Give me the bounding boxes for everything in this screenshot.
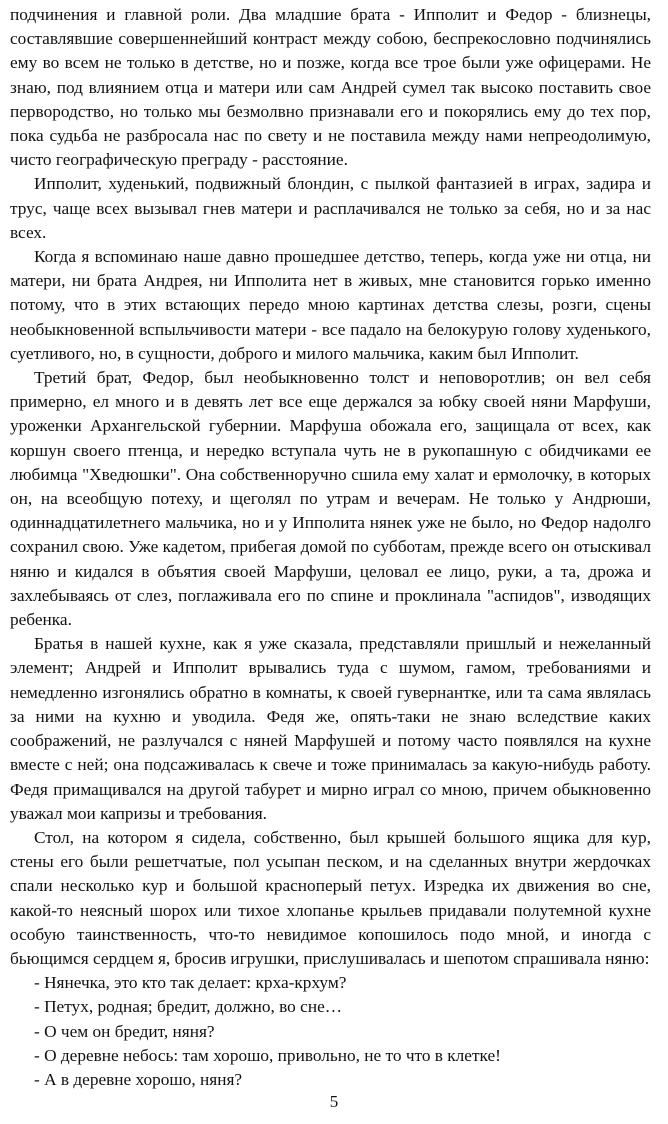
dialogue-line: - О деревне небось: там хорошо, привольно, не то что в клетке! [34, 1045, 501, 1065]
dialogue-line: - Петух, родная; бредит, должно, во сне… [34, 997, 343, 1017]
dialogue-line: - А в деревне хорошо, няня? [34, 1069, 243, 1089]
paragraph: подчинения и главной роли. Два младшие брата - Ипполит и Федор - близнецы, составлявшие совершеннейший контраст между собою, беспрекословно подчинялись ему во всем не только в детстве, но и позже, когда все трое были уже офицерами. Не знаю, под влиянием отца и матери или сам Андрей сумел так высоко поставить свое первородство, но только мы безмолвно признавали его и покорялись ему до тех пор, пока судьба не разбросала нас по свету и не поставила между нами непреодолимую, чисто географическую преграду - расстояние. [10, 5, 651, 170]
paragraph: Стол, на котором я сидела, собственно, был крышей большого ящика для кур, стены его были решетчатые, пол усыпан песком, и на сделанных внутри жердочках спали несколько кур и большой красноперый петух. Изредка их движения во сне, какой-то неясный шорох или тихое хлопанье крыльев придавали полутемной кухне особую таинственность, что-то невидимое копошилось подо мной, и иногда с бьющимся сердцем я, бросив игрушки, прислушивалась и шепотом спрашивала няню: [10, 827, 651, 968]
paragraph: Братья в нашей кухне, как я уже сказала, представляли пришлый и нежеланный элемент; Андрей и Ипполит врывались туда с шумом, гамом, требованиями и немедленно изгонялись обратно в комнаты, к своей гувернантке, или та сама являлась за ними на кухню и уводила. Федя же, опять-таки не знаю вследствие каких соображений, не разлучался с няней Марфушей и потому часто появлялся на кухне вместе с ней; она подсаживалась к свече и тоже принималась за какую-нибудь работу. Федя примащивался на другой табурет и мирно играл со мною, причем обыкновенно уважал мои капризы и требования. [10, 634, 651, 823]
dialogue-line: - Нянечка, это кто так делает: крха-крхум? [34, 973, 347, 993]
page-body-text [10, 3, 651, 1092]
paragraph: Третий брат, Федор, был необыкновенно толст и неповоротлив; он вел себя примерно, ел много и в девять лет все еще держался за юбку своей няни Марфуши, уроженки Архангельской губернии. Марфуша обожала его, защищала от всех, как коршун своего птенца, и нередко вступала чуть не в рукопашную с обидчиками ее любимца "Хведюшки". Она собственноручно сшила ему халат и ермолочку, в которых он, на всеобщую потеху, и щеголял по утрам и вечерам. Не только у Андрюши, одиннадцатилетнего мальчика, но и у Ипполита нянек уже не было, но Федор надолго сохранил свою. Уже кадетом, прибегая домой по субботам, прежде всего он отыскивал няню и кидался в объятия своей Марфуши, целовал ее лицо, руки, а та, дрожа и захлебываясь от слез, поглаживала его по спине и проклинала "аспидов", изводящих ребенка. [10, 368, 651, 630]
dialogue-line: - О чем он бредит, няня? [34, 1021, 215, 1041]
page-number: 5 [329, 1092, 339, 1111]
paragraph: Когда я вспоминаю наше давно прошедшее детство, теперь, когда уже ни отца, ни матери, ни брата Андрея, ни Ипполита нет в живых, мне становится горько именно потому, что в этих встающих передо мною картинах детства слезы, розги, сцены необыкновенной вспыльчивости матери - все падало на белокурую голову худенького, суетливого, но, в сущности, доброго и милого мальчика, каким был Ипполит. [10, 247, 651, 363]
paragraph: Ипполит, худенький, подвижный блондин, с пылкой фантазией в играх, задира и трус, чаще всех вызывал гнев матери и расплачивался не только за себя, но и за нас всех. [10, 174, 651, 242]
